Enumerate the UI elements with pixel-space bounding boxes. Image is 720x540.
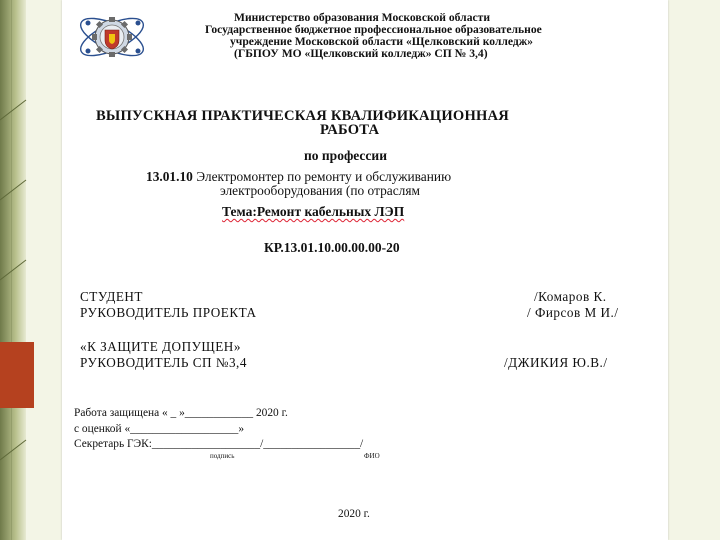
document-title-line2: РАБОТА [320, 122, 380, 138]
document-code: КР.13.01.10.00.00.00-20 [264, 240, 400, 255]
document-page [62, 0, 668, 540]
topic-text: Ремонт кабельных ЛЭП [256, 204, 405, 219]
profession-label: по профессии [304, 148, 387, 163]
college-emblem-icon [76, 6, 148, 68]
caption-full-name: ФИО [364, 452, 380, 460]
topic-line [222, 204, 404, 220]
header-institution-type: Государственное бюджетное профессиональное образовательное [205, 23, 542, 36]
profession-code: 13.01.10 [146, 169, 193, 184]
admit-label: «К ЗАЩИТЕ ДОПУЩЕН» [80, 339, 241, 354]
defense-grade-line: с оценкой «___________________» [74, 423, 245, 435]
supervisor-name: / Фирсов М И./ [527, 305, 619, 320]
department-head-name: /ДЖИКИЯ Ю.В./ [504, 355, 608, 370]
defense-secretary-line: Секретарь ГЭК:___________________/_________________/ [74, 438, 364, 450]
defense-date-line: Работа защищена « _ »____________ 2020 г. [74, 407, 288, 419]
topic-label: Тема: [222, 204, 257, 219]
department-head-label: РУКОВОДИТЕЛЬ СП №3,4 [80, 355, 247, 370]
header-institution-name: учреждение Московской области «Щелковский колледж» [230, 35, 533, 48]
caption-signature: подпись [210, 452, 235, 460]
profession-text-2: электрооборудования (по отраслям [220, 183, 420, 198]
student-name: /Комаров К. [534, 289, 607, 304]
header-ministry: Министерство образования Московской области [234, 11, 491, 24]
profession-text-1: Электромонтер по ремонту и обслуживанию [192, 169, 452, 184]
document-year: 2020 г. [338, 508, 370, 520]
student-label: СТУДЕНТ [80, 289, 143, 304]
document-title-line1: ВЫПУСКНАЯ ПРАКТИЧЕСКАЯ КВАЛИФИКАЦИОННАЯ [96, 108, 510, 124]
supervisor-label: РУКОВОДИТЕЛЬ ПРОЕКТА [80, 305, 257, 320]
accent-bar [0, 342, 34, 408]
header-institution-short: (ГБПОУ МО «Щелковский колледж» СП № 3,4) [234, 47, 488, 60]
decorative-diagonal-lines [0, 0, 40, 540]
